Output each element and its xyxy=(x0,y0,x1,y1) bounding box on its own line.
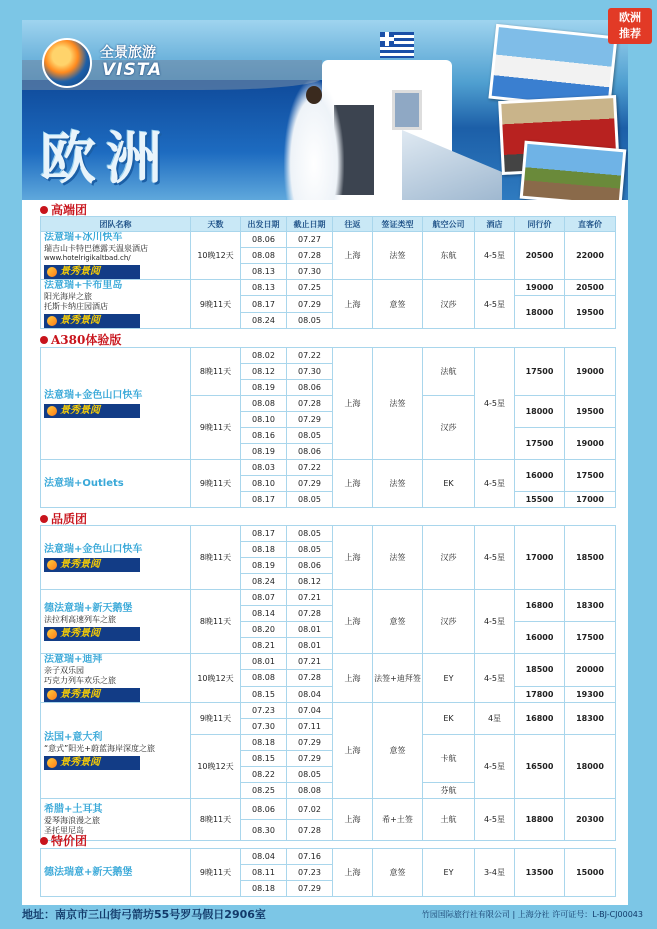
vista-logo xyxy=(42,38,202,88)
bride-image xyxy=(284,80,344,200)
table-row: 08.08 07.28 xyxy=(41,248,616,264)
tour-name-cell: 法意瑞+Outlets xyxy=(41,460,191,508)
table-row: 08.15 08.04 17800 19300 xyxy=(41,686,616,702)
table-row: 法意瑞+金色山口快车 景秀景阅 8晚11天 08.17 08.05 上海 法签 汉莎 4-5星 17000 18500 xyxy=(41,526,616,542)
table-row: 08.17 08.05 15500 17000 xyxy=(41,492,616,508)
table-row: 法意瑞+冰川快车 瑞吉山卡特巴德露天温泉酒店 www.hotelrigikaltbad.ch/ 景秀景阅 10晚12天 08.06 07.27 上海 法签 东航 4-5星 20500 22000 xyxy=(41,232,616,248)
table-row: 法意瑞+Outlets 9晚11天 08.03 07.22 上海 法签 EK 4-5星 16000 17500 xyxy=(41,460,616,476)
table-row: 08.25 08.08 芬航 xyxy=(41,783,616,799)
tour-name-cell: 德法意瑞+新天鹅堡 法拉利高速列车之旅 景秀景阅 xyxy=(41,590,191,654)
tour-name-cell: 法意瑞+迪拜 亲子双乐园 巧克力列车欢乐之旅 景秀景阅 xyxy=(41,654,191,703)
table-row: 法意瑞+金色山口快车 景秀景阅 8晚11天 08.02 07.22 上海 法签 法航 4-5星 17500 19000 xyxy=(41,348,616,364)
table-row: 08.10 07.29 xyxy=(41,412,616,428)
footer xyxy=(0,902,657,929)
footer-address: 地址：南京市三山街弓箭坊55号罗马假日2906室 xyxy=(22,908,266,921)
table-row: 07.30 07.11 xyxy=(41,719,616,735)
stairs-image xyxy=(402,130,502,200)
tour-table-special xyxy=(40,848,616,897)
photo-bridge xyxy=(520,141,627,200)
table-row: 08.30 07.28 xyxy=(41,820,616,841)
table-row: 08.11 07.23 xyxy=(41,865,616,881)
tour-name-cell: 法国+意大利 “意式”阳光+蔚蓝海岸深度之旅 景秀景阅 xyxy=(41,703,191,799)
table-row: 08.19 08.06 xyxy=(41,444,616,460)
table-row: 08.18 08.05 xyxy=(41,542,616,558)
footer-license: 竹园国际旅行社有限公司 | 上海分社 许可证号：L-BJ-CJ00043 xyxy=(421,910,643,919)
greek-flag-icon xyxy=(380,32,414,58)
table-row: 08.17 07.29 18000 19500 xyxy=(41,296,616,313)
table-row: 08.10 07.29 xyxy=(41,476,616,492)
table-row: 08.24 08.12 xyxy=(41,574,616,590)
table-row: 08.24 08.05 xyxy=(41,313,616,329)
section-heading: 高端团 xyxy=(40,201,87,218)
table-row: 08.22 08.05 xyxy=(41,767,616,783)
section-heading: 特价团 xyxy=(40,832,87,849)
table-row: 08.15 07.29 xyxy=(41,751,616,767)
hero-banner xyxy=(22,20,628,200)
europe-recommend-badge: 欧洲 推荐 xyxy=(608,8,652,44)
section-heading: A380体验版 xyxy=(40,331,121,348)
tour-table-premium xyxy=(40,216,616,329)
table-row: 08.16 08.05 17500 19000 xyxy=(41,428,616,444)
tour-table-quality xyxy=(40,525,616,841)
table-row: 08.12 07.30 xyxy=(41,364,616,380)
logo-cn: 全景旅游 xyxy=(100,45,156,61)
table-row: 希腊+土耳其 爱琴海浪漫之旅 圣托里尼岛 8晚11天 08.06 07.02 上海 希+土签 土航 4-5星 18800 20300 xyxy=(41,799,616,820)
table-row: 法意瑞+卡布里岛 阳光海岸之旅 托斯卡纳庄园酒店 景秀景阅 9晚11天 08.13 07.25 上海 意签 汉莎 4-5星 19000 20500 xyxy=(41,280,616,296)
table-row: 10晚12天 08.18 07.29 卡航 4-5星 16500 18000 xyxy=(41,735,616,751)
tour-name-cell: 法意瑞+卡布里岛 阳光海岸之旅 托斯卡纳庄园酒店 景秀景阅 xyxy=(41,280,191,329)
tour-name-cell: 德法瑞意+新天鹅堡 xyxy=(41,849,191,897)
table-row: 08.19 08.06 xyxy=(41,558,616,574)
table-row: 08.18 07.29 xyxy=(41,881,616,897)
table-row: 08.14 07.28 xyxy=(41,606,616,622)
table-row: 法国+意大利 “意式”阳光+蔚蓝海岸深度之旅 景秀景阅 9晚11天 07.23 07.04 上海 意签 EK 4星 16800 18300 xyxy=(41,703,616,719)
table-row: 08.08 07.28 xyxy=(41,670,616,686)
table-header: 团队名称 天数 出发日期 截止日期 往返 签证类型 航空公司 酒店 同行价 直客价 xyxy=(41,217,616,232)
table-row: 08.20 08.01 16000 17500 xyxy=(41,622,616,638)
page-title: 欧洲 xyxy=(40,126,172,192)
table-row: 德法意瑞+新天鹅堡 法拉利高速列车之旅 景秀景阅 8晚11天 08.07 07.21 上海 意签 汉莎 4-5星 16800 18300 xyxy=(41,590,616,606)
tour-name-cell: 法意瑞+金色山口快车 景秀景阅 xyxy=(41,526,191,590)
table-row: 08.13 07.30 xyxy=(41,264,616,280)
table-row: 法意瑞+迪拜 亲子双乐园 巧克力列车欢乐之旅 景秀景阅 10晚12天 08.01 07.21 上海 法签+迪拜签 EY 4-5星 18500 20000 xyxy=(41,654,616,670)
table-row: 08.21 08.01 xyxy=(41,638,616,654)
tour-name-cell: 希腊+土耳其 爱琴海浪漫之旅 圣托里尼岛 xyxy=(41,799,191,841)
table-row: 08.19 08.06 xyxy=(41,380,616,396)
brochure-sheet xyxy=(22,20,628,905)
logo-en: VISTA xyxy=(102,60,163,80)
tour-name-cell: 法意瑞+冰川快车 瑞吉山卡特巴德露天温泉酒店 www.hotelrigikaltbad.ch/ 景秀景阅 xyxy=(41,232,191,280)
table-row: 德法瑞意+新天鹅堡 9晚11天 08.04 07.16 上海 意签 EY 3-4星 13500 15000 xyxy=(41,849,616,865)
globe-icon xyxy=(42,38,92,88)
section-heading: 品质团 xyxy=(40,510,87,527)
tour-table-a380 xyxy=(40,347,616,508)
table-row: 9晚11天 08.08 07.28 汉莎 18000 19500 xyxy=(41,396,616,412)
tour-name-cell: 法意瑞+金色山口快车 景秀景阅 xyxy=(41,348,191,460)
